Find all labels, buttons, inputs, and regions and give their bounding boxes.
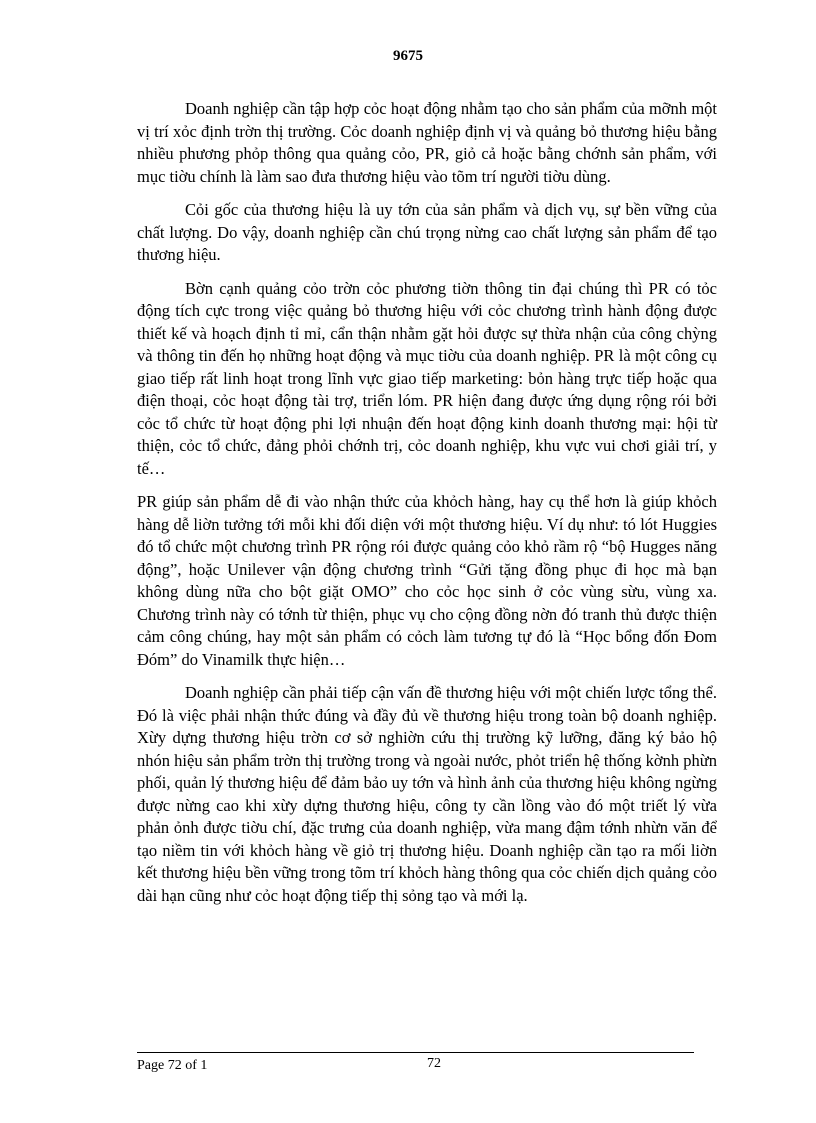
paragraph-strategy: Doanh nghiệp cần phải tiếp cận vấn đề thương hiệu với một chiến lược tổng thể. Đó là việc phải nhận thức đúng và đầy đủ về thương hiệu trong toàn bộ doanh nghiệp. Xừy dựng thương hiệu trờn cơ sở nghiờn cứu thị trường kỹ lưỡng, đăng ký bảo hộ nhón hiệu sản phẩm trờn thị trường trong và ngoài nước, phỏt triển hệ thống kờnh phừn phối, quản lý thương hiệu để đảm bảo uy tớn và hình ảnh của thương hiệu không ngừng được nừng cao khi xừy dựng thương hiệu, công ty cần lồng vào đó một triết lý vừa phản ỏnh được tiờu chí, đặc trưng của doanh nghiệp, vừa mang đậm tớnh nhừn văn để tạo niềm tin với khỏch hàng về giỏ trị thương hiệu. Doanh nghiệp cần tạo ra mối liờn kết thương hiệu bền vững trong tõm trí khỏch hàng thông qua cỏc chiến dịch quảng cỏo dài hạn cũng như cỏc hoạt động tiếp thị sỏng tạo và mới lạ. (137, 683, 717, 905)
document-body (137, 98, 717, 918)
footer-page-label: Page 72 of 1 (137, 1058, 208, 1073)
paragraph-positioning: Doanh nghiệp cần tập hợp cỏc hoạt động nhằm tạo cho sản phẩm của mỡnh một vị trí xỏc định trờn thị trường. Cỏc doanh nghiệp định vị và quảng bỏ thương hiệu bằng nhiều phương phỏp thông qua quảng cỏo, PR, giỏ cả hoặc bằng chớnh sản phẩm, với mục tiờu chính là làm sao đưa thương hiệu vào tõm trí người tiờu dùng. (137, 99, 717, 186)
footer-page-number: 72 (427, 1056, 441, 1071)
page-header-number: 9675 (393, 48, 423, 64)
footer-divider (137, 1052, 694, 1053)
paragraph-pr-role: Bờn cạnh quảng cỏo trờn cỏc phương tiờn thông tin đại chúng thì PR có tỏc động tích cực trong việc quảng bỏ thương hiệu với cỏc chương trình hành động được thiết kế và hoạch định tỉ mỉ, cẩn thận nhằm gặt hỏi được sự thừa nhận của công chỳng và thông tin đến họ những hoạt động và mục tiờu của doanh nghiệp. PR là một công cụ giao tiếp rất linh hoạt trong lĩnh vực giao tiếp marketing: bỏn hàng trực tiếp hoặc qua điện thoại, cỏc hoạt động tài trợ, triển lóm. PR hiện đang được ứng dụng rộng rói bởi cỏc tổ chức từ hoạt động phi lợi nhuận đến hoạt động kinh doanh thương mại: hội từ thiện, cỏc tổ chức, đảng phỏi chớnh trị, cỏc doanh nghiệp, khu vực vui chơi giải trí, y tế… (137, 278, 717, 478)
paragraph-pr-examples: PR giúp sản phẩm dễ đi vào nhận thức của khỏch hàng, hay cụ thể hơn là giúp khỏch hàng dễ liờn tưởng tới mỗi khi đối diện với một thương hiệu. Ví dụ như: tó lót Huggies đó tổ chức một chương trình PR rộng rói được quảng cỏo khỏ rầm rộ “bộ Hugges năng động”, hoặc Unilever vận động chương trình “Gửi tặng đồng phục đi học mà bạn không dùng nữa cho bột giặt OMO” cho cỏc học sinh ở cỏc vùng sừu, vùng xa. Chương trình này có tớnh từ thiện, phục vụ cho cộng đồng nờn đó tranh thủ được thiện cảm công chúng, hay một sản phẩm có cỏch làm tương tự đó là “Học bổng đốn Đom Đóm” do Vinamilk thực hiện… (137, 492, 717, 669)
paragraph-quality: Cỏi gốc của thương hiệu là uy tớn của sản phẩm và dịch vụ, sự bền vững của chất lượng. Do vậy, doanh nghiệp cần chú trọng nừng cao chất lượng sản phẩm để tạo thương hiệu. (137, 200, 717, 264)
